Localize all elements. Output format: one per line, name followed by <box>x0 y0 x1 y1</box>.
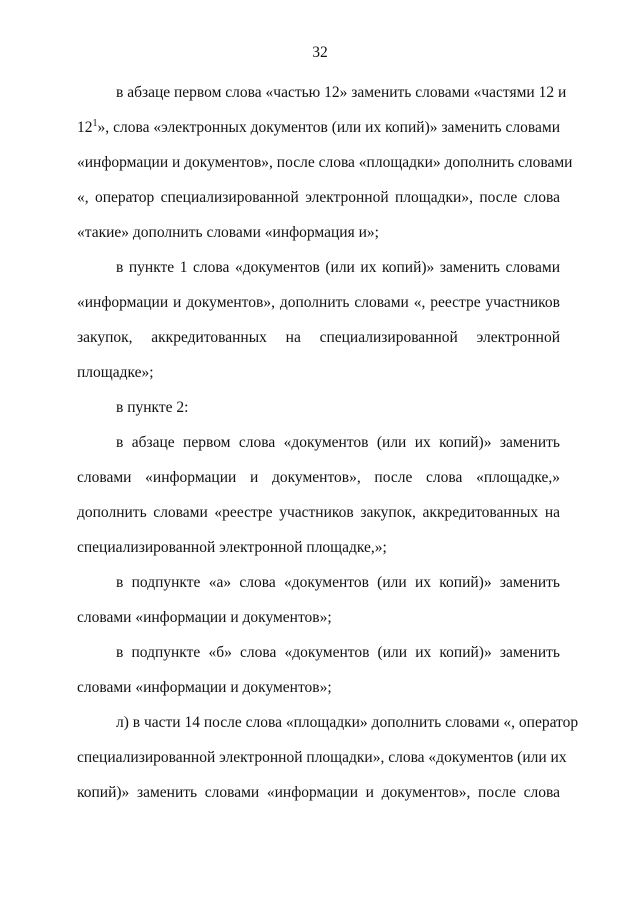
text-line-21: копий)» заменить словами «информации и документов», после слова <box>77 784 560 801</box>
text-line-19: л) в части 14 после слова «площадки» дополнить словами «, оператор <box>116 714 579 731</box>
text-line-8: закупок, аккредитованных на специализированной электронной <box>77 329 560 346</box>
text-line-10: в пункте 2: <box>116 399 189 416</box>
text-line-18: словами «информации и документов»; <box>77 679 332 696</box>
line-2-superscript: 1 <box>92 118 98 129</box>
text-line-12: словами «информации и документов», после слова «площадке,» <box>77 469 560 486</box>
text-line-20: специализированной электронной площадки», слова «документов (или их <box>77 749 567 766</box>
line-2-number: 12 <box>77 119 93 136</box>
text-line-16: словами «информации и документов»; <box>77 609 332 626</box>
text-line-7: «информации и документов», дополнить словами «, реестре участников <box>77 294 560 311</box>
text-line-11: в абзаце первом слова «документов (или их копий)» заменить <box>116 434 560 451</box>
text-line-17: в подпункте «б» слова «документов (или их копий)» заменить <box>116 644 560 661</box>
text-line-1: в абзаце первом слова «частью 12» заменить словами «частями 12 и <box>116 84 567 101</box>
text-line-9: площадке»; <box>77 364 154 381</box>
line-2-text: », слова «электронных документов (или их копий)» заменить словами <box>97 119 560 136</box>
page-number: 32 <box>312 44 328 61</box>
text-line-3: «информации и документов», после слова «площадки» дополнить словами <box>77 154 573 171</box>
text-line-6: в пункте 1 слова «документов (или их копий)» заменить словами <box>116 259 560 276</box>
text-line-14: специализированной электронной площадке,»; <box>77 539 387 556</box>
text-line-4: «, оператор специализированной электронной площадки», после слова <box>77 189 560 206</box>
text-line-2 <box>77 118 560 138</box>
text-line-13: дополнить словами «реестре участников закупок, аккредитованных на <box>77 504 560 521</box>
text-line-5: «такие» дополнить словами «информация и»; <box>77 224 379 241</box>
text-line-15: в подпункте «а» слова «документов (или их копий)» заменить <box>116 574 560 591</box>
